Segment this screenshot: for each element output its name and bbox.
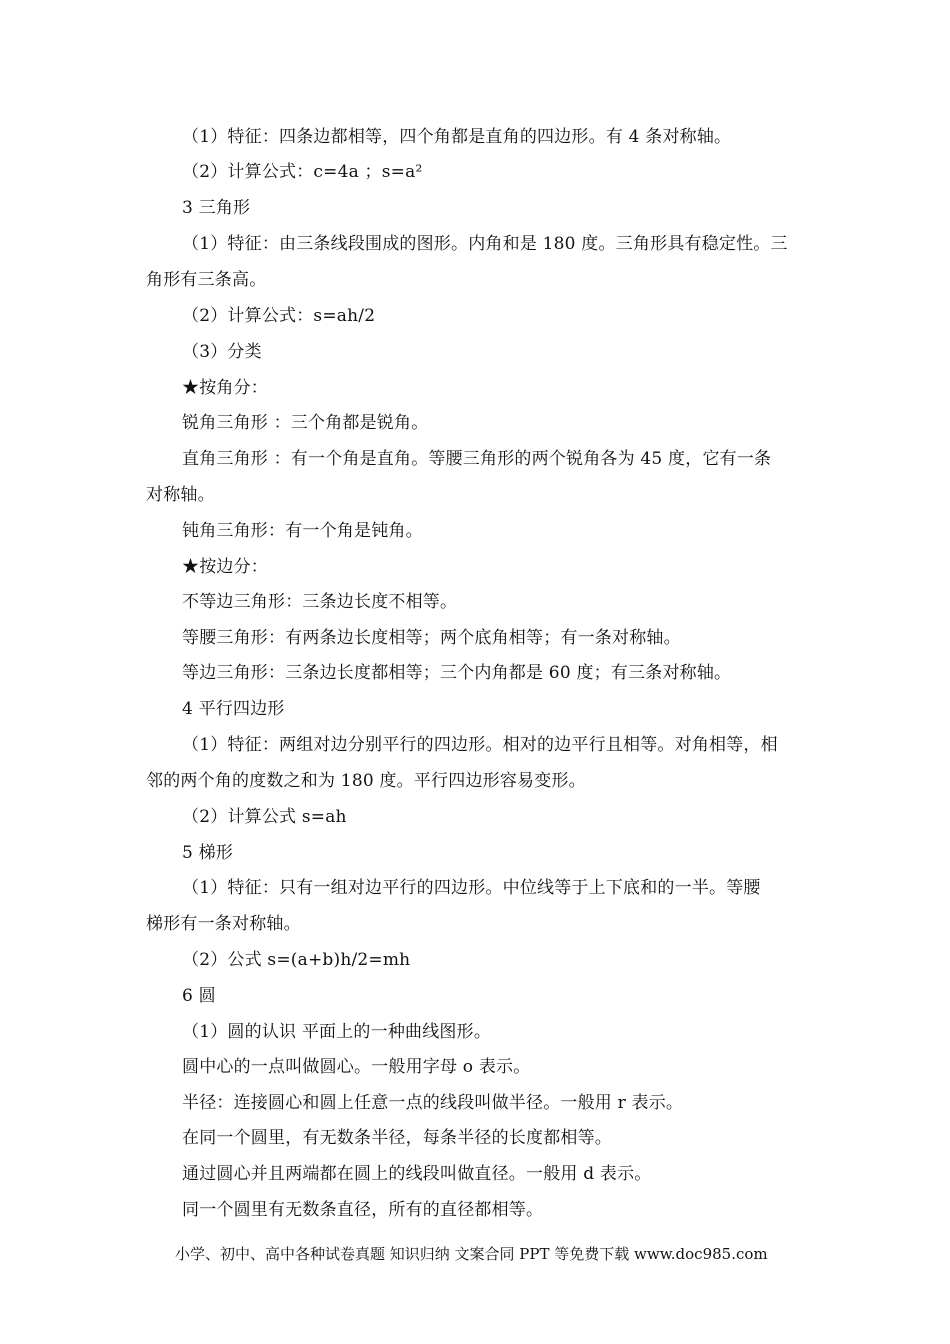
square-formula-line: （2）计算公式：c=4a ；s=a² xyxy=(182,162,423,182)
square-feature-line: （1）特征：四条边都相等，四个角都是直角的四边形。有 4 条对称轴。 xyxy=(182,127,732,147)
circle-intro-line: （1）圆的认识 平面上的一种曲线图形。 xyxy=(182,1022,492,1042)
triangle-feature-line-1: （1）特征：由三条线段围成的图形。内角和是 180 度。三角形具有稳定性。三 xyxy=(182,234,788,254)
circle-diameter-equal-line: 同一个圆里有无数条直径，所有的直径都相等。 xyxy=(182,1200,544,1220)
triangle-classification-line: （3）分类 xyxy=(182,342,262,362)
page-footer: 小学、初中、高中各种试卷真题 知识归纳 文案合同 PPT 等免费下载 www.doc985.com xyxy=(175,1245,768,1263)
circle-diameter-line: 通过圆心并且两端都在圆上的线段叫做直径。一般用 d 表示。 xyxy=(182,1164,652,1184)
section-heading-parallelogram: 4 平行四边形 xyxy=(182,699,285,719)
by-side-heading: ★按边分： xyxy=(182,557,268,577)
equilateral-triangle-line: 等边三角形：三条边长度都相等；三个内角都是 60 度；有三条对称轴。 xyxy=(182,663,732,683)
triangle-formula-line: （2）计算公式：s=ah/2 xyxy=(182,306,376,326)
trapezoid-feature-line-1: （1）特征：只有一组对边平行的四边形。中位线等于上下底和的一半。等腰 xyxy=(182,878,761,898)
right-triangle-line-2: 对称轴。 xyxy=(146,485,215,505)
parallelogram-feature-line-2: 邻的两个角的度数之和为 180 度。平行四边形容易变形。 xyxy=(146,771,586,791)
circle-radius-equal-line: 在同一个圆里，有无数条半径，每条半径的长度都相等。 xyxy=(182,1128,612,1148)
trapezoid-formula-line: （2）公式 s=(a+b)h/2=mh xyxy=(182,950,411,970)
parallelogram-formula-line: （2）计算公式 s=ah xyxy=(182,807,347,827)
isosceles-triangle-line: 等腰三角形：有两条边长度相等；两个底角相等；有一条对称轴。 xyxy=(182,628,681,648)
by-angle-heading: ★按角分： xyxy=(182,378,268,398)
trapezoid-feature-line-2: 梯形有一条对称轴。 xyxy=(146,914,301,934)
acute-triangle-line: 锐角三角形 ：三个角都是锐角。 xyxy=(182,413,429,433)
right-triangle-line-1: 直角三角形 ：有一个角是直角。等腰三角形的两个锐角各为 45 度，它有一条 xyxy=(182,449,772,469)
parallelogram-feature-line-1: （1）特征：两组对边分别平行的四边形。相对的边平行且相等。对角相等，相 xyxy=(182,735,778,755)
triangle-feature-line-2: 角形有三条高。 xyxy=(146,270,267,290)
obtuse-triangle-line: 钝角三角形：有一个角是钝角。 xyxy=(182,521,423,541)
circle-center-line: 圆中心的一点叫做圆心。一般用字母 o 表示。 xyxy=(182,1057,531,1077)
section-heading-circle: 6 圆 xyxy=(182,986,216,1006)
section-heading-triangle: 3 三角形 xyxy=(182,198,251,218)
scalene-triangle-line: 不等边三角形：三条边长度不相等。 xyxy=(182,592,458,612)
section-heading-trapezoid: 5 梯形 xyxy=(182,843,234,863)
circle-radius-line: 半径：连接圆心和圆上任意一点的线段叫做半径。一般用 r 表示。 xyxy=(182,1093,684,1113)
